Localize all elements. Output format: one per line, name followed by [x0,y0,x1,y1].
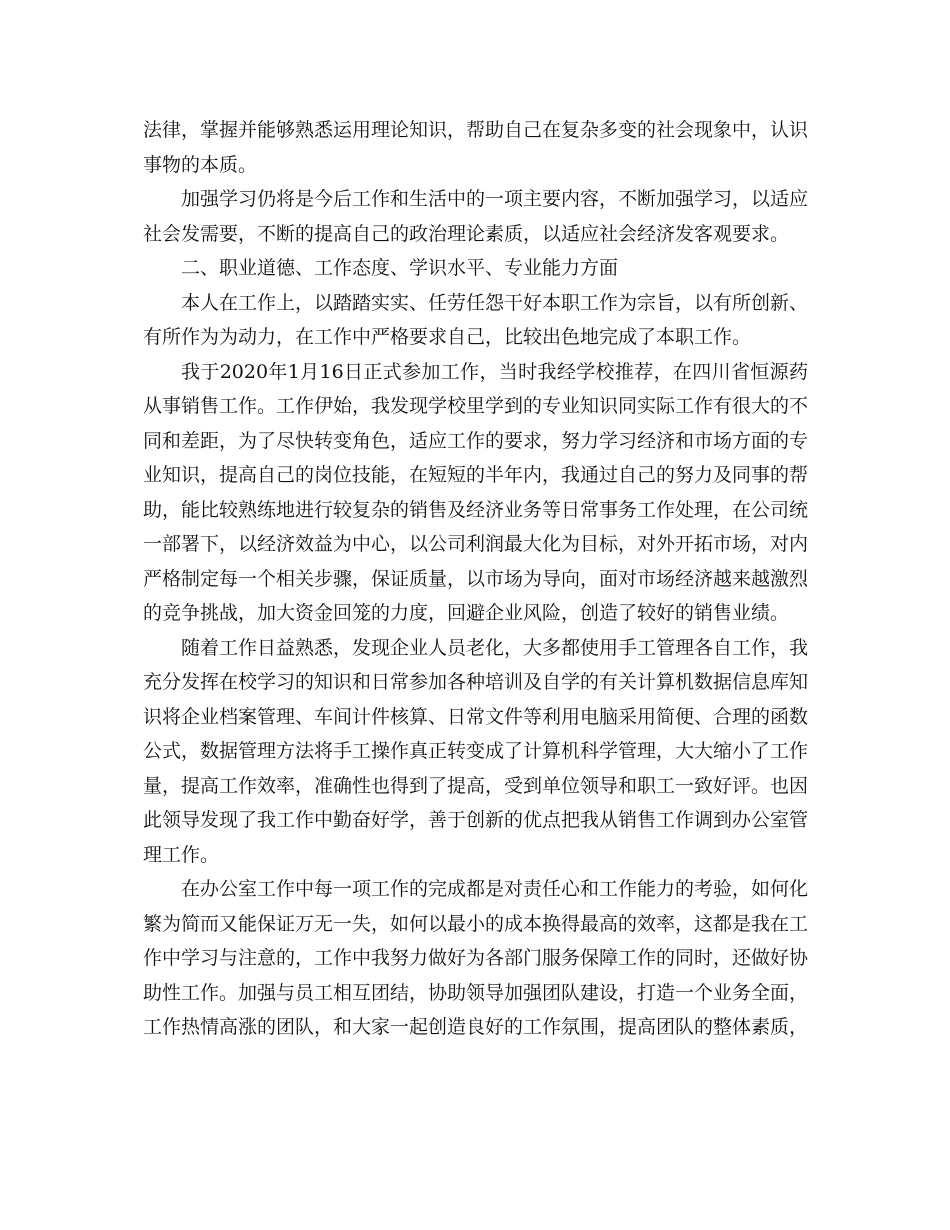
paragraph-computer-management: 随着工作日益熟悉，发现企业人员老化，大多都使用手工管理各自工作，我充分发挥在校学习的知识和日常参加各种培训及自学的有关计算机数据信息库知识将企业档案管理、车间计件核算、日常文件等利用电脑采用简便、合理的函数公式，数据管理方法将手工操作真正转变成了计算机科学管理，大大缩小了工作量，提高工作效率，准确性也得到了提高，受到单位领导和职工一致好评。也因此领导发现了我工作中勤奋好学，善于创新的优点把我从销售工作调到办公室管理工作。 [143,636,809,866]
paragraph-office-work: 在办公室工作中每一项工作的完成都是对责任心和工作能力的考验，如何化繁为简而又能保证万无一失，如何以最小的成本换得最高的效率，这都是我在工作中学习与注意的，工作中我努力做好为各部门服务保障工作的同时，还做好协助性工作。加强与员工相互团结，协助领导加强团队建设，打造一个业务全面，工作热情高涨的团队，和大家一起创造良好的工作氛围，提高团队的整体素质， [143,878,809,1038]
paragraph-sales-work: 我于2020年1月16日正式参加工作，当时我经学校推荐，在四川省恒源药从事销售工作。工作伊始，我发现学校里学到的专业知识同实际工作有很大的不同和差距，为了尽快转变角色，适应工作的要求，努力学习经济和市场方面的专业知识，提高自己的岗位技能，在短短的半年内，我通过自己的努力及同事的帮助，能比较熟练地进行较复杂的销售及经济业务等日常事务工作处理，在公司统一部署下，以经济效益为中心，以公司利润最大化为目标，对外开拓市场，对内严格制定每一个相关步骤，保证质量，以市场为导向，面对市场经济越来越激烈的竞争挑战，加大资金回笼的力度，回避企业风险，创造了较好的销售业绩。 [143,360,809,624]
document-body [143,113,808,1045]
paragraph-work-attitude: 本人在工作上，以踏踏实实、任劳任怨干好本职工作为宗旨，以有所创新、有所作为为动力，在工作中严格要求自己，比较出色地完成了本职工作。 [143,291,809,348]
paragraph-continuation: 法律，掌握并能够熟悉运用理论知识，帮助自己在复杂多变的社会现象中，认识事物的本质。 [143,119,809,176]
paragraph-study: 加强学习仍将是今后工作和生活中的一项主要内容，不断加强学习，以适应社会发需要，不断的提高自己的政治理论素质，以适应社会经济发客观要求。 [143,188,809,245]
section-heading: 二、职业道德、工作态度、学识水平、专业能力方面 [181,257,619,279]
